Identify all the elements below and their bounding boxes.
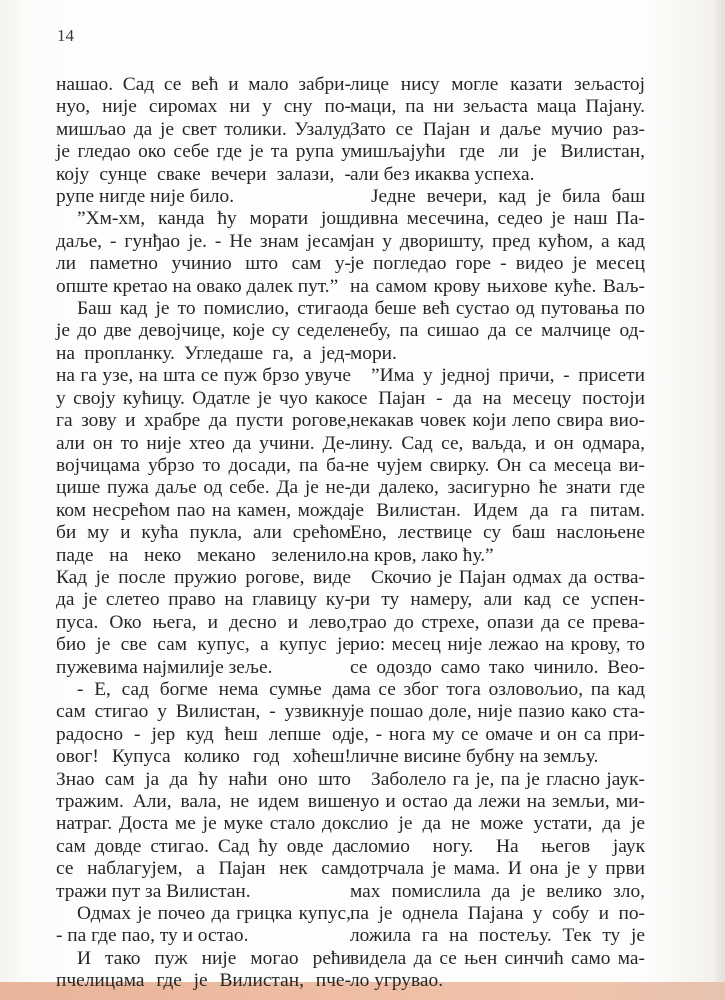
text-line: небу, па сишао да се малчице од- <box>350 320 645 342</box>
text-line: ”Хм-хм, канда ћу морати још <box>77 208 351 230</box>
text-line: натраг. Доста ме је муке стало док <box>56 813 351 835</box>
text-line: лину. Сад се, ваљда, и он одмара, <box>350 432 645 454</box>
text-line: ”Има у једној причи, - присети <box>371 365 645 387</box>
text-line: ри ту намеру, али кад се успен- <box>350 589 645 611</box>
text-line: маци, па ни зељаста маца Пајану. <box>350 96 645 118</box>
text-line: И тако пуж није могао рећи <box>77 947 351 969</box>
text-column-right <box>350 74 645 993</box>
text-line: се Пајан - да на месецу постоји <box>350 387 645 409</box>
text-line: Баш кад је то помислио, стигао <box>77 298 351 320</box>
text-line: дотрчала је мама. И она је у први <box>350 858 645 880</box>
text-line: личне висине бубну на земљу. <box>350 746 599 768</box>
text-line: радосно - јер куд ћеш лепше од <box>56 723 351 745</box>
text-line: се одоздо само тако чинило. Вео- <box>350 656 645 678</box>
text-line: ли паметно учинио што сам у- <box>56 253 351 275</box>
text-line: у своју кућицу. Одатле је чуо како <box>56 387 351 409</box>
text-line: - Е, сад богме нема сумње да <box>77 678 351 700</box>
text-line: ди далеко, засигурно ће знати где <box>350 477 645 499</box>
text-line: даље, - гунђао је. - Не знам јесам <box>56 230 351 252</box>
text-line: мори. <box>350 342 397 364</box>
text-line: на кров, лако ћу.” <box>350 544 494 566</box>
text-line: је Вилистан. Идем да га питам. <box>350 499 645 521</box>
text-line: мишљао да је свет толики. Узалуд <box>56 118 351 140</box>
page-edge-shadow <box>715 0 725 1000</box>
text-line: коју сунце сваке вечери залази, - <box>56 163 351 185</box>
text-line: је до две девојчице, које су седеле <box>56 320 351 342</box>
text-line: је, - нога му се омаче и он са при- <box>350 723 645 745</box>
text-line: да беше већ сустао од путовања по <box>350 298 645 320</box>
text-line: али без икаква успеха. <box>350 163 535 185</box>
text-line: ло угрувао. <box>350 970 444 992</box>
text-line: рио: месец није лежао на крову, то <box>350 634 645 656</box>
text-line: је погледао горе - видео је месец <box>350 253 645 275</box>
text-line: на пропланку. Угледаше га, а јед- <box>56 342 351 364</box>
text-line: Кад је после пружио рогове, виде <box>56 566 351 588</box>
text-line: паде на неко мекано зеленило. <box>56 544 351 566</box>
text-line: ма се због тога озловољио, па кад <box>350 678 645 700</box>
text-line: дивна месечина, седео је наш Па- <box>350 208 645 230</box>
text-line: па је однела Пајана у собу и по- <box>350 903 645 925</box>
text-line: био је све сам купус, а купус је <box>56 634 351 656</box>
text-line: мишљајући где ли је Вилистан, <box>350 141 645 163</box>
text-line: нашао. Сад се већ и мало забри- <box>56 74 351 95</box>
text-line: Зато се Пајан и даље мучио раз- <box>350 118 645 140</box>
text-line: видела да се њен синчић само ма- <box>350 947 645 969</box>
text-line: сам довде стигао. Сад ћу овде да <box>56 835 351 857</box>
text-line: слио је да не може устати, да је <box>350 813 645 835</box>
text-line: нуо и остао да лежи на земљи, ми- <box>350 791 645 812</box>
text-line: Једне вечери, кад је била баш <box>371 186 645 208</box>
text-line: мах помислила да је велико зло, <box>350 880 645 902</box>
text-line: пужевима најмилије зеље. <box>56 656 273 678</box>
text-line: пуса. Око њега, и десно и лево, <box>56 611 351 633</box>
text-line: Скочио је Пајан одмах да оства- <box>371 566 645 588</box>
text-line: некакав човек који лепо свира вио- <box>350 410 645 432</box>
text-line: али он то није хтео да учини. Де- <box>56 432 351 454</box>
text-line: не чујем свирку. Он са месеца ви- <box>350 454 645 476</box>
text-line: ложила га на постељу. Тек ту је <box>350 925 645 947</box>
text-line: Заболело га је, па је гласно јаук- <box>371 768 645 790</box>
text-line: тражим. Али, вала, не идем више <box>56 791 351 812</box>
text-line: Знао сам ја да ћу наћи оно што <box>56 768 351 790</box>
text-line: опште кретао на овако далек пут.” <box>56 275 339 297</box>
page-number: 14 <box>57 26 74 45</box>
text-line: ком несрећом пао на камен, можда <box>56 499 351 521</box>
text-line: Одмах је почео да грицка купус, <box>77 903 351 925</box>
text-line: се наблагујем, а Пајан нек сам <box>56 858 351 880</box>
text-line: би му и кућа пукла, али срећом <box>56 522 351 544</box>
text-line: је гледао око себе где је та рупа у <box>56 141 351 163</box>
text-line: на га узе, на шта се пуж брзо увуче <box>56 365 351 387</box>
text-line: војчицама убрзо то досади, па ба- <box>56 454 351 476</box>
text-line: је пошао доле, није пазио како ста- <box>350 701 645 723</box>
text-line: - па где пао, ту и остао. <box>56 925 249 947</box>
text-line: Ено, лествице су баш наслоњене <box>350 522 645 544</box>
text-line: рупе нигде није било. <box>56 186 235 208</box>
text-line: цише пужа даље од себе. Да је не- <box>56 477 351 499</box>
text-line: сломио ногу. На његов јаук <box>350 835 645 857</box>
text-line: тражи пут за Вилистан. <box>56 880 251 902</box>
text-line: да је слетео право на главицу ку- <box>56 589 351 611</box>
text-line: трао до стрехе, опази да се прева- <box>350 611 645 633</box>
text-line: овог! Купуса колико год хоћеш! <box>56 746 351 768</box>
text-line: на самом крову њихове куће. Ваљ- <box>350 275 645 297</box>
text-line: нуо, није сиромах ни у сну по- <box>56 96 351 118</box>
text-line: га зову и храбре да пусти рогове, <box>56 410 351 432</box>
text-line: лице нису могле казати зељастој <box>350 74 645 95</box>
text-column-left <box>56 74 351 993</box>
text-line: пчелицама где је Вилистан, пче- <box>56 970 351 992</box>
text-line: сам стигао у Вилистан, - узвикну <box>56 701 351 723</box>
text-line: јан у дворишту, пред кућом, а кад <box>350 230 645 252</box>
